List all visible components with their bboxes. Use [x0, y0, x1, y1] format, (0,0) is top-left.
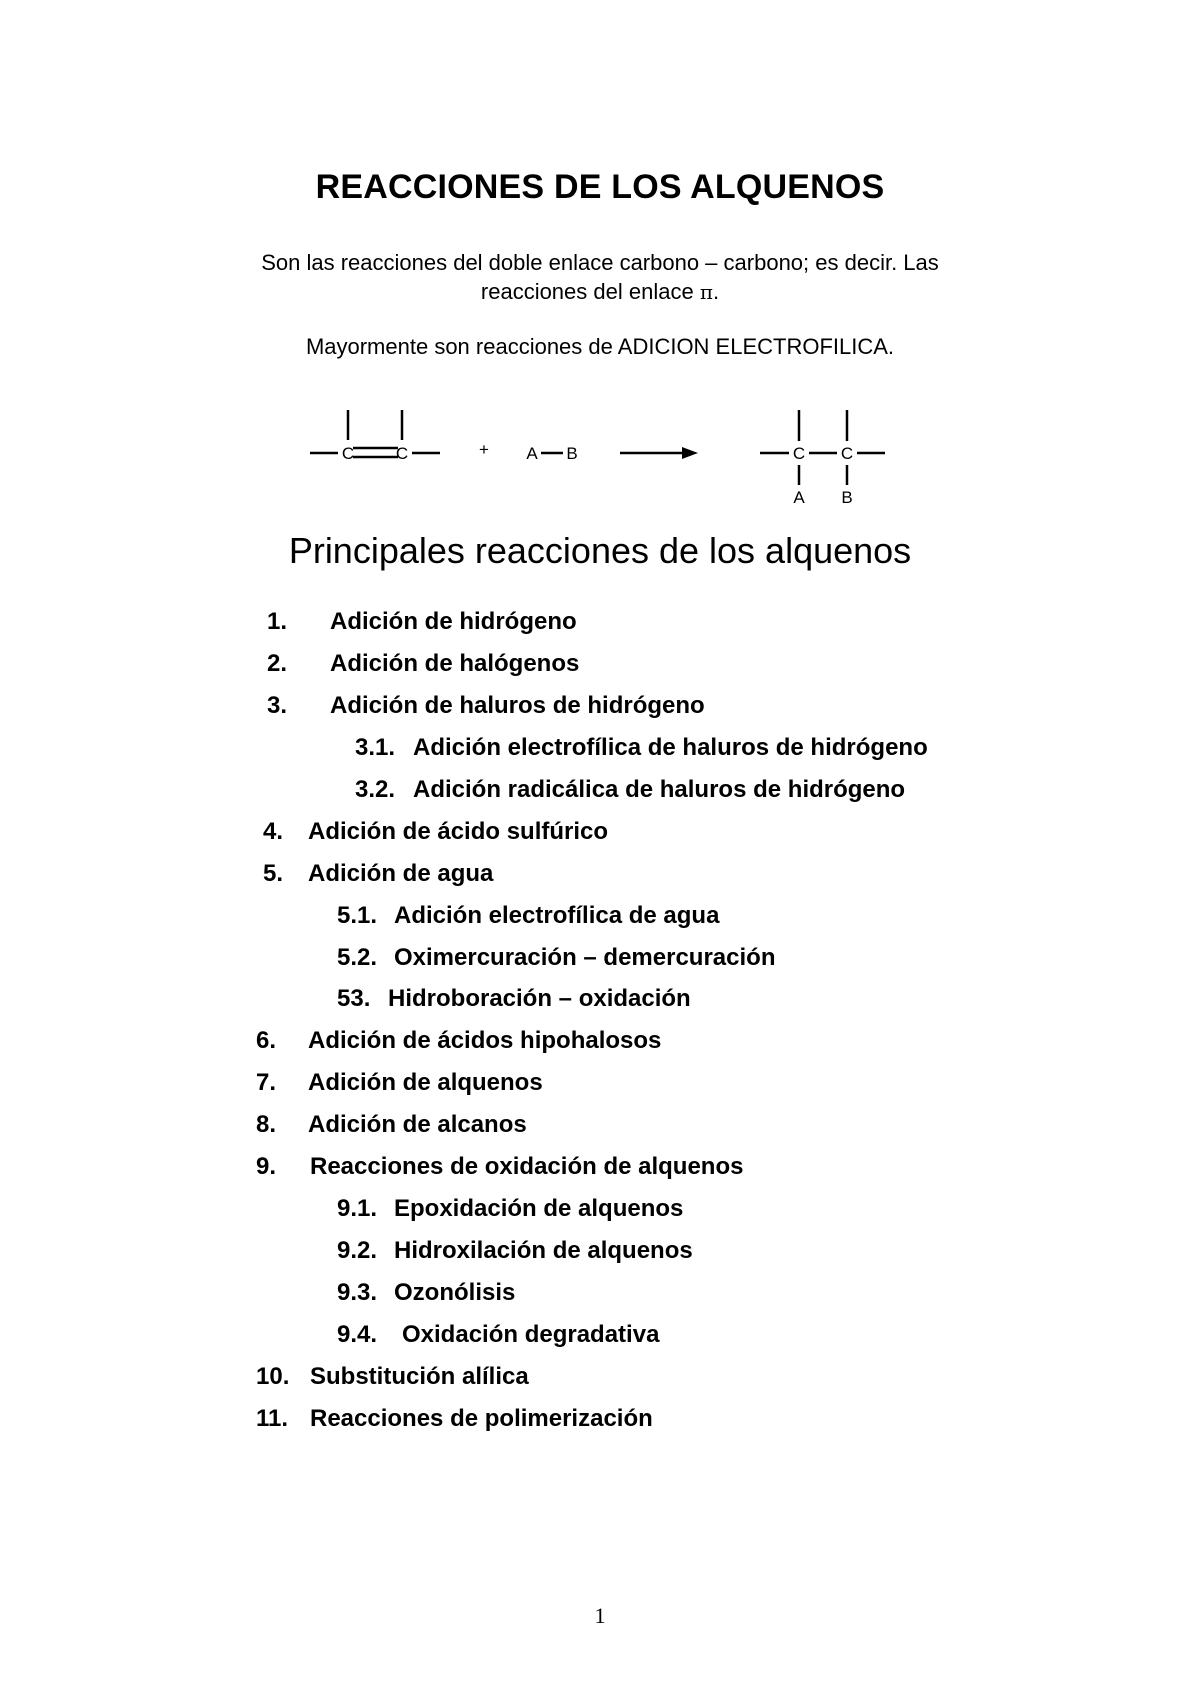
- item-label: Adición electrofílica de agua: [394, 902, 720, 929]
- item-number: 9.2.: [337, 1237, 378, 1264]
- item-number: 4.: [263, 818, 284, 845]
- item-label: Reacciones de polimerización: [310, 1405, 653, 1432]
- item-label: Substitución alílica: [310, 1363, 529, 1390]
- item-label: Hidroboración – oxidación: [388, 985, 691, 1012]
- item-number: 3.2.: [355, 776, 396, 803]
- item-number: 1.: [267, 608, 288, 635]
- item-number: 53.: [337, 985, 371, 1012]
- item-number: 9.3.: [337, 1279, 378, 1306]
- item-number: 11.: [256, 1405, 289, 1432]
- item-label: Ozonólisis: [394, 1279, 516, 1306]
- item-number: 5.1.: [337, 902, 378, 929]
- item-label: Adición de agua: [308, 860, 494, 887]
- item-number: 5.: [263, 860, 284, 887]
- intro-line-2-text: reacciones del enlace: [480, 279, 700, 304]
- product-carbon-2: C: [840, 444, 854, 463]
- reactant-carbon-1: C: [341, 444, 355, 463]
- page-title: REACCIONES DE LOS ALQUENOS: [315, 168, 885, 206]
- product-a: A: [793, 488, 805, 507]
- item-number: 8.: [256, 1111, 277, 1138]
- item-label: Adición de alquenos: [308, 1069, 543, 1096]
- item-label: Oxidación degradativa: [402, 1321, 660, 1348]
- item-number: 3.1.: [355, 734, 396, 761]
- item-label: Adición de haluros de hidrógeno: [330, 692, 705, 719]
- item-number: 5.2.: [337, 944, 378, 971]
- reagent-a: A: [526, 444, 538, 463]
- product-alkane: [760, 410, 885, 485]
- item-number: 9.1.: [337, 1195, 378, 1222]
- item-label: Adición de hidrógeno: [330, 608, 577, 635]
- item-label: Epoxidación de alquenos: [394, 1195, 684, 1222]
- item-label: Adición de halógenos: [330, 650, 580, 677]
- item-number: 6.: [256, 1027, 277, 1054]
- section-subtitle: Principales reacciones de los alquenos: [288, 530, 912, 571]
- item-number: 9.4.: [337, 1321, 378, 1348]
- reaction-arrow-head: [682, 447, 698, 459]
- page-number: 1: [594, 1603, 606, 1628]
- reactant-alkene: [310, 410, 440, 457]
- item-label: Adición electrofílica de haluros de hidrógeno: [413, 734, 928, 761]
- addition-reaction-scheme: [300, 395, 900, 515]
- pi-symbol: π: [699, 280, 713, 304]
- reactant-carbon-2: C: [395, 444, 409, 463]
- item-label: Hidroxilación de alquenos: [394, 1237, 693, 1264]
- item-label: Adición de ácido sulfúrico: [308, 818, 609, 845]
- intro-line-3: Mayormente son reacciones de ADICION ELECTROFILICA.: [305, 334, 895, 359]
- product-carbon-1: C: [792, 444, 806, 463]
- item-label: Adición de ácidos hipohalosos: [308, 1027, 662, 1054]
- item-number: 3.: [267, 692, 288, 719]
- item-number: 7.: [256, 1069, 277, 1096]
- item-number: 2.: [267, 650, 288, 677]
- item-label: Adición radicálica de haluros de hidrógeno: [413, 776, 906, 803]
- item-label: Oximercuración – demercuración: [394, 944, 776, 971]
- product-b: B: [841, 488, 853, 507]
- intro-line-1: Son las reacciones del doble enlace carbono – carbono; es decir. Las: [261, 250, 939, 275]
- item-number: 9.: [256, 1153, 277, 1180]
- intro-line-2: [200, 279, 1000, 305]
- item-label: Adición de alcanos: [308, 1111, 527, 1138]
- plus-sign: +: [479, 440, 489, 459]
- item-label: Reacciones de oxidación de alquenos: [310, 1153, 744, 1180]
- reagent-b: B: [566, 444, 578, 463]
- item-number: 10.: [256, 1363, 290, 1390]
- intro-line-2-end: .: [712, 279, 720, 304]
